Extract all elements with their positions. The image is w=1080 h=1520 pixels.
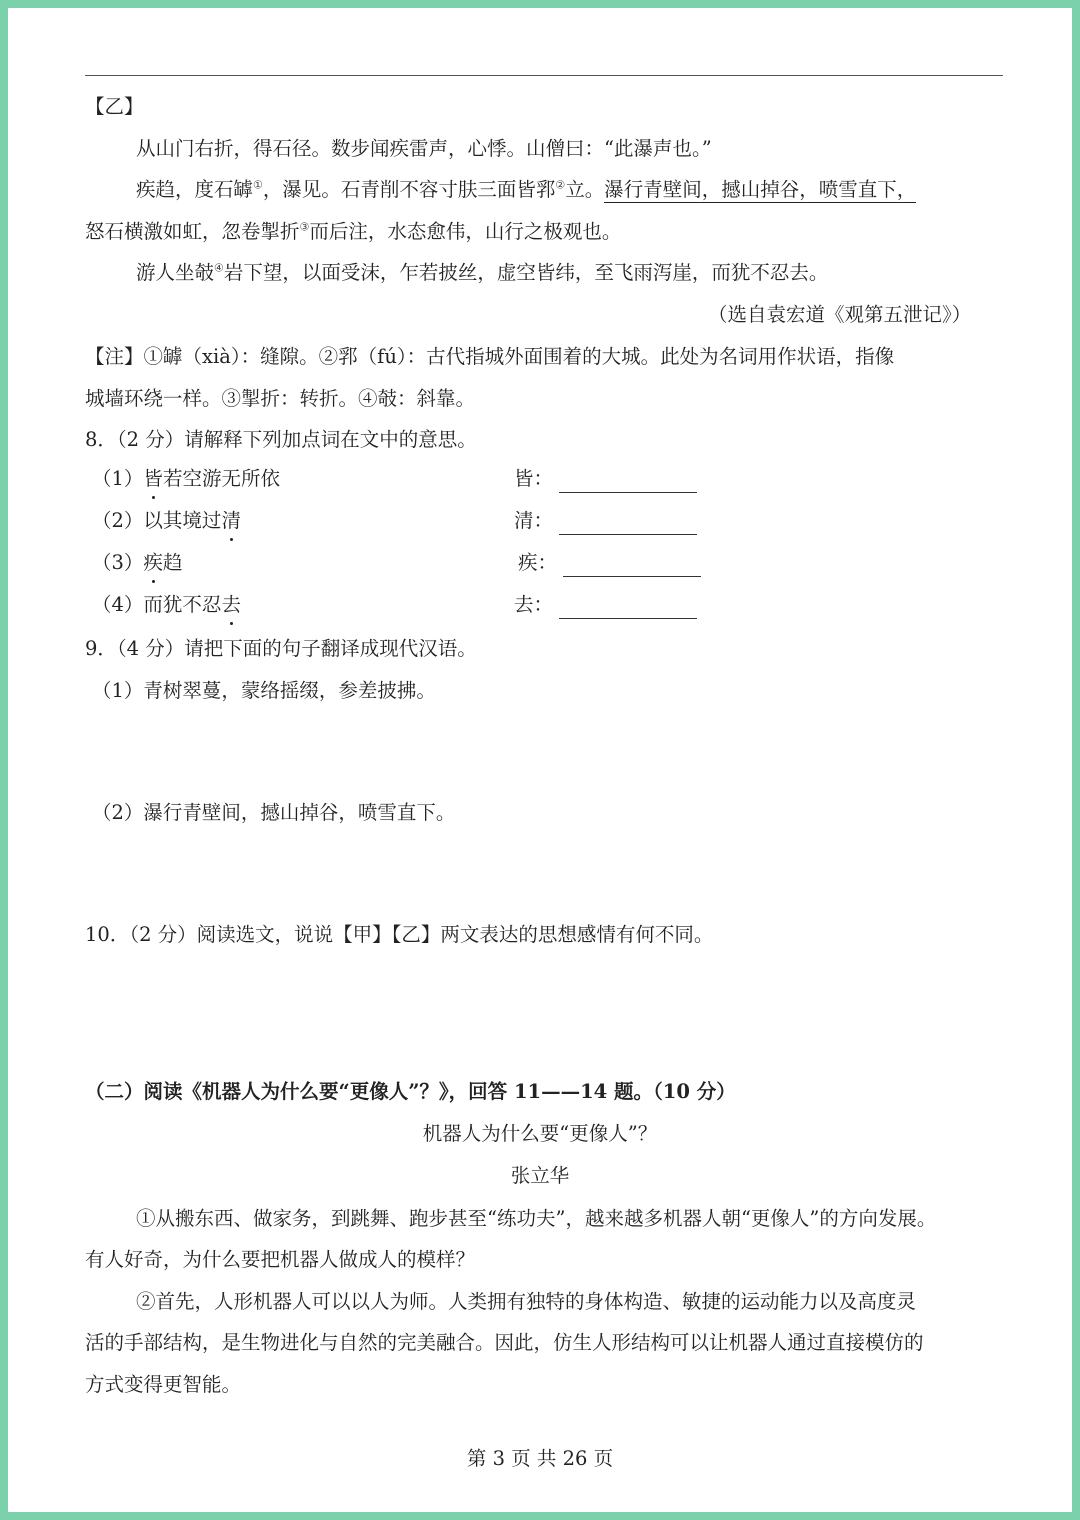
notes-line-1: 【注】①罅（xià）：缝隙。②郛（fú）：古代指城外面围着的大城。此处为名词用作状语，指像 bbox=[85, 345, 895, 368]
article-para-2-line-2: 活的手部结构，是生物进化与自然的完美融合。因此，仿生人形结构可以让机器人通过直接模仿的 bbox=[85, 1331, 924, 1354]
p2a-mid: ，瀑见。石青削不容寸肤三面皆郛 bbox=[262, 178, 556, 201]
header-rule bbox=[85, 75, 1003, 76]
p3-pre: 游人坐攲 bbox=[136, 261, 215, 284]
underlined-sentence: 瀑行青壁间，撼山掉谷，喷雪直下， bbox=[604, 178, 917, 201]
q8-answer-3 bbox=[518, 549, 701, 577]
q9-sentence-2: （2）瀑行青壁间，撼山掉谷，喷雪直下。 bbox=[92, 801, 456, 824]
notes-line-2: 城墙环绕一样。③掣折：转折。④攲：斜靠。 bbox=[85, 387, 476, 410]
exam-page bbox=[8, 8, 1072, 1512]
note-ref-4: ④ bbox=[214, 261, 224, 275]
q8-answer-1 bbox=[514, 465, 697, 493]
answer-label: 去： bbox=[514, 593, 554, 616]
note-ref-3: ③ bbox=[299, 220, 310, 234]
article-title: 机器人为什么要“更像人”？ bbox=[422, 1122, 658, 1145]
q8-item-3: （3）疾趋 bbox=[92, 549, 182, 577]
dotted-word: 皆 bbox=[143, 465, 163, 493]
q9-title: 9．（4 分）请把下面的句子翻译成现代汉语。 bbox=[85, 637, 477, 660]
q8-answer-2 bbox=[514, 507, 697, 535]
passage-para-3 bbox=[136, 259, 828, 287]
answer-blank[interactable] bbox=[559, 470, 697, 493]
note-ref-2: ② bbox=[555, 178, 566, 192]
p2a-pre: 疾趋，度石罅 bbox=[136, 178, 254, 201]
section-2-heading: （二）阅读《机器人为什么要“更像人”？》，回答 11——14 题。（10 分） bbox=[85, 1080, 736, 1103]
dotted-word: 疾 bbox=[143, 549, 163, 577]
page-number: 第 3 页 共 26 页 bbox=[466, 1447, 614, 1470]
q8-title: 8．（2 分）请解释下列加点词在文中的意思。 bbox=[85, 428, 477, 451]
yi-label: 【乙】 bbox=[85, 95, 144, 118]
passage-para-2-line-1 bbox=[136, 176, 916, 204]
passage-para-2-line-2 bbox=[85, 218, 621, 246]
p3-post: 岩下望，以面受沫，乍若披丝，虚空皆纬，至飞雨泻崖，而犹不忍去。 bbox=[223, 261, 829, 284]
passage-source: （选自袁宏道《观第五泄记》） bbox=[708, 303, 972, 326]
answer-blank[interactable] bbox=[563, 554, 701, 577]
answer-blank[interactable] bbox=[559, 596, 697, 619]
p2b-pre: 怒石横激如虹，忽卷掣折 bbox=[85, 220, 300, 243]
q9-sentence-1: （1）青树翠蔓，蒙络摇缀，参差披拂。 bbox=[92, 679, 436, 702]
q8-item-num: （3） bbox=[92, 551, 144, 574]
p2b-post: 而后注，水态愈伟，山行之极观也。 bbox=[309, 220, 622, 243]
answer-label: 疾： bbox=[518, 551, 558, 574]
article-para-1-line-1: ①从搬东西、做家务，到跳舞、跑步甚至“练功夫”，越来越多机器人朝“更像人”的方向发展。 bbox=[136, 1207, 937, 1230]
q8-item-2: （2）以其境过清 bbox=[92, 507, 241, 535]
dotted-word: 去 bbox=[221, 591, 241, 619]
answer-label: 皆： bbox=[514, 467, 554, 490]
article-author: 张立华 bbox=[510, 1164, 570, 1187]
q8-item-num: （1） bbox=[92, 467, 144, 490]
article-para-1-line-2: 有人好奇，为什么要把机器人做成人的模样？ bbox=[85, 1248, 476, 1271]
q8-item-4: （4）而犹不忍去 bbox=[92, 591, 241, 619]
p2a-mid2: 立。 bbox=[565, 178, 605, 201]
q8-item-num: （2） bbox=[92, 509, 144, 532]
answer-blank[interactable] bbox=[559, 512, 697, 535]
passage-para-1: 从山门右折，得石径。数步闻疾雷声，心悸。山僧曰：“此瀑声也。” bbox=[136, 137, 712, 160]
article-para-2-line-1: ②首先，人形机器人可以以人为师。人类拥有独特的身体构造、敏捷的运动能力以及高度灵 bbox=[136, 1290, 917, 1313]
article-para-2-line-3: 方式变得更智能。 bbox=[85, 1373, 242, 1396]
dotted-word: 清 bbox=[221, 507, 241, 535]
q8-item-1: （1）皆若空游无所依 bbox=[92, 465, 280, 493]
q8-item-num: （4） bbox=[92, 593, 144, 616]
q8-answer-4 bbox=[514, 591, 697, 619]
q10-title: 10．（2 分）阅读选文，说说【甲】【乙】两文表达的思想感情有何不同。 bbox=[85, 923, 714, 946]
answer-label: 清： bbox=[514, 509, 554, 532]
note-ref-1: ① bbox=[253, 178, 263, 192]
